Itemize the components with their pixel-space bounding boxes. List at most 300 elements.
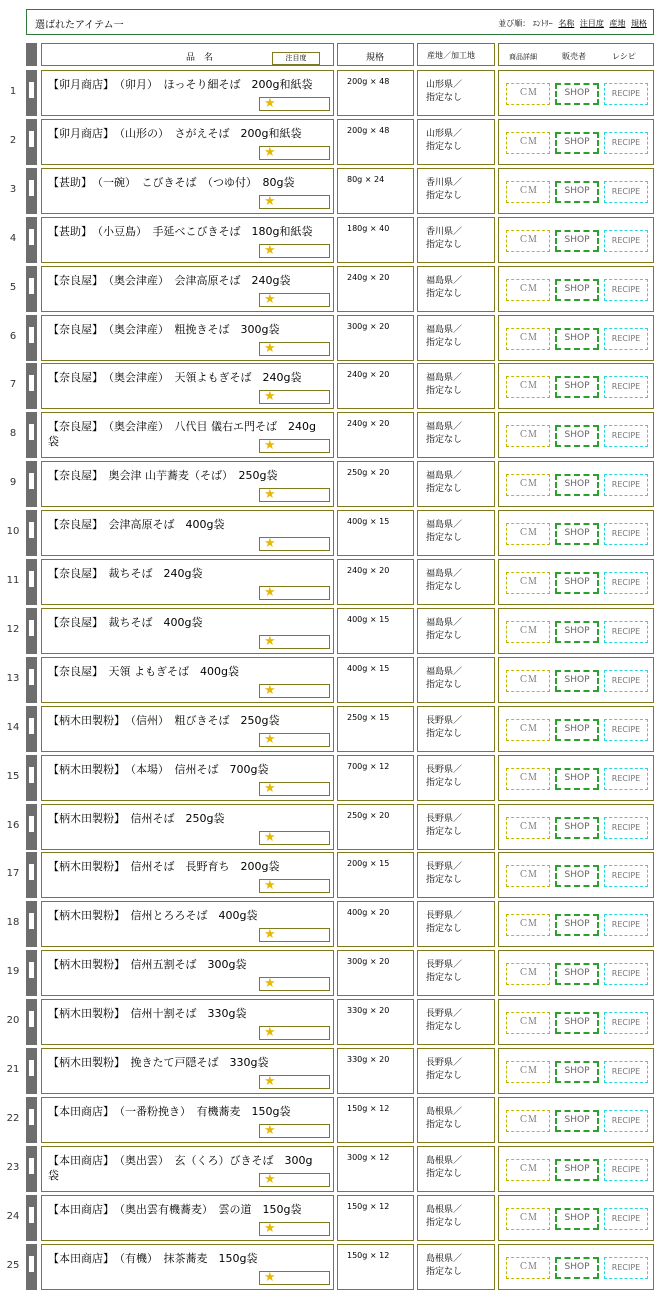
row-handle (26, 1195, 37, 1241)
row-handle (26, 70, 37, 116)
product-origin (426, 861, 462, 887)
spec-cell (337, 1146, 414, 1192)
product-origin (426, 79, 462, 105)
origin-cell (417, 461, 495, 507)
shop-button[interactable]: SHOP (555, 1257, 599, 1279)
product-origin (426, 1155, 462, 1181)
origin-cell (417, 1048, 495, 1094)
attention-star-button[interactable] (259, 831, 330, 845)
origin-processing: 指定なし (426, 1022, 463, 1033)
actions-cell (498, 1146, 654, 1192)
shop-button[interactable]: SHOP (555, 1012, 599, 1034)
product-name[interactable]: 【奈良屋】 （奥会津産） 八代目 儀右エ門そば 240g袋 (48, 420, 316, 449)
origin-processing: 指定なし (426, 93, 463, 103)
row-number: 18 (6, 917, 20, 929)
recipe-button[interactable]: RECIPE (604, 817, 648, 839)
product-spec: 240g × 20 (347, 272, 390, 282)
star-icon: ★ (264, 1122, 276, 1138)
cm-button[interactable]: ＣＭ (506, 914, 550, 936)
recipe-button[interactable]: RECIPE (604, 425, 648, 447)
shop-button[interactable]: SHOP (555, 621, 599, 643)
product-spec: 150g × 12 (347, 1201, 390, 1211)
attention-star-button[interactable] (259, 390, 330, 404)
cm-button[interactable]: ＣＭ (506, 670, 550, 692)
table-row (0, 1097, 668, 1143)
shop-button[interactable]: SHOP (555, 523, 599, 545)
row-number: 15 (6, 770, 20, 782)
cm-button[interactable]: ＣＭ (506, 719, 550, 741)
attention-star-button[interactable] (259, 1271, 330, 1285)
product-name[interactable]: 【奈良屋】 裁ちそば 400g袋 (48, 615, 203, 629)
product-name[interactable]: 【本田商店】 （有機） 抹茶蕎麦 150g袋 (48, 1251, 258, 1265)
product-name[interactable]: 【甚助】 （一碗） こびきそば （つゆ付） 80g袋 (48, 175, 295, 189)
origin-cell (417, 70, 495, 116)
product-spec: 250g × 20 (347, 468, 390, 478)
row-number: 19 (6, 966, 20, 978)
star-icon: ★ (264, 1074, 276, 1089)
star-icon: ★ (264, 1220, 276, 1236)
row-number: 8 (9, 428, 17, 440)
recipe-button[interactable]: RECIPE (604, 670, 648, 692)
product-name-cell (41, 461, 334, 507)
actions-cell (498, 168, 654, 214)
recipe-button[interactable]: RECIPE (604, 963, 648, 985)
star-icon: ★ (264, 389, 276, 405)
product-origin (426, 226, 462, 252)
row-handle (26, 804, 37, 850)
product-name[interactable]: 【奈良屋】 奥会津 山芋蕎麦（そば） 250g袋 (48, 469, 278, 483)
spec-cell (337, 363, 414, 409)
product-name-cell (41, 852, 334, 898)
origin-prefecture: 香川県／ (426, 226, 463, 237)
attention-star-button[interactable] (259, 879, 330, 893)
actions-cell (498, 1195, 654, 1241)
star-icon: ★ (264, 585, 276, 600)
recipe-button[interactable]: RECIPE (604, 474, 648, 496)
product-name-cell (41, 755, 334, 801)
attention-star-button[interactable] (259, 488, 330, 502)
table-row (0, 1146, 668, 1192)
cm-button[interactable]: ＣＭ (506, 230, 550, 252)
origin-cell (417, 852, 495, 898)
star-icon: ★ (264, 1025, 276, 1041)
origin-processing: 指定なし (426, 386, 463, 397)
recipe-button[interactable]: RECIPE (604, 376, 648, 398)
origin-cell (417, 266, 495, 312)
product-name[interactable]: 【柄木田製粉】 信州とろろそば 400g袋 (48, 909, 258, 923)
recipe-button[interactable]: RECIPE (604, 328, 648, 350)
product-name[interactable]: 【柄木田製粉】 信州そば 250g袋 (48, 811, 225, 825)
sort-by-spec-link[interactable]: 規格 (631, 19, 647, 28)
page-title: 選ばれたアイテム一 (35, 20, 124, 31)
sort-by-origin-link[interactable]: 産地 (609, 19, 626, 28)
cm-button[interactable]: ＣＭ (506, 1257, 550, 1279)
attention-star-button[interactable] (259, 146, 330, 160)
attention-star-button[interactable] (259, 733, 330, 747)
product-spec: 300g × 20 (347, 321, 390, 331)
attention-star-button[interactable] (259, 537, 330, 551)
spec-cell (337, 608, 414, 654)
shop-button[interactable]: SHOP (555, 279, 599, 301)
cm-button[interactable]: ＣＭ (506, 1012, 550, 1034)
spec-cell (337, 657, 414, 703)
shop-button[interactable]: SHOP (555, 768, 599, 790)
product-name-cell (41, 1097, 334, 1143)
origin-cell (417, 1195, 495, 1241)
shop-button[interactable]: SHOP (555, 572, 599, 594)
origin-processing: 指定なし (426, 484, 463, 495)
product-name-cell (41, 804, 334, 850)
table-row (0, 217, 668, 263)
row-number: 5 (9, 281, 17, 293)
origin-processing: 指定なし (426, 582, 463, 592)
shop-button[interactable]: SHOP (555, 719, 599, 741)
product-name[interactable]: 【柄木田製粉】 信州そば 長野育ち 200g袋 (48, 860, 280, 874)
origin-prefecture: 島根県／ (426, 1204, 463, 1215)
row-handle (26, 363, 37, 409)
origin-processing: 指定なし (426, 1266, 463, 1277)
cm-button[interactable]: ＣＭ (506, 181, 550, 203)
origin-prefecture: 島根県／ (426, 1253, 463, 1264)
cm-button[interactable]: ＣＭ (506, 279, 550, 301)
shop-button[interactable]: SHOP (555, 865, 599, 887)
star-icon: ★ (264, 96, 276, 111)
product-spec: 180g × 40 (347, 223, 390, 233)
recipe-button[interactable]: RECIPE (604, 279, 648, 301)
shop-button[interactable]: SHOP (555, 1159, 599, 1181)
recipe-button[interactable]: RECIPE (604, 768, 648, 790)
star-icon: ★ (264, 829, 276, 845)
product-name-cell (41, 217, 334, 263)
shop-button[interactable]: SHOP (555, 1061, 599, 1083)
header-bar (26, 43, 37, 66)
origin-cell (417, 706, 495, 752)
row-handle (26, 412, 37, 458)
origin-cell (417, 657, 495, 703)
product-name[interactable]: 【奈良屋】 （奥会津産） 会津高原そば 240g袋 (48, 273, 291, 287)
origin-processing: 指定なし (426, 435, 463, 446)
origin-processing: 指定なし (426, 826, 463, 837)
recipe-button[interactable]: RECIPE (604, 132, 648, 154)
recipe-button[interactable]: RECIPE (604, 621, 648, 643)
attention-star-button[interactable] (259, 1124, 330, 1138)
attention-star-button[interactable] (259, 1075, 330, 1089)
attention-star-button[interactable] (259, 586, 330, 600)
recipe-button[interactable]: RECIPE (604, 1257, 648, 1279)
cm-button[interactable]: ＣＭ (506, 865, 550, 887)
origin-processing: 指定なし (426, 679, 463, 690)
product-name[interactable]: 【卯月商店】 （山形の） さがえそば 200g和紙袋 (48, 126, 302, 140)
origin-cell (417, 510, 495, 556)
attention-star-button[interactable] (259, 244, 330, 258)
row-number: 4 (9, 232, 17, 244)
row-number: 24 (6, 1210, 20, 1222)
shop-button[interactable]: SHOP (555, 914, 599, 936)
row-handle (26, 999, 37, 1045)
product-spec: 150g × 12 (347, 1103, 390, 1113)
origin-cell (417, 315, 495, 361)
origin-processing: 指定なし (426, 288, 463, 299)
shop-button[interactable]: SHOP (555, 230, 599, 252)
table-row (0, 315, 668, 361)
star-icon: ★ (264, 731, 276, 747)
product-name-cell (41, 119, 334, 165)
cm-button[interactable]: ＣＭ (506, 523, 550, 545)
shop-button[interactable]: SHOP (555, 425, 599, 447)
shop-button[interactable]: SHOP (555, 132, 599, 154)
recipe-button[interactable]: RECIPE (604, 523, 648, 545)
product-name[interactable]: 【柄木田製粉】 信州五割そば 300g袋 (48, 958, 247, 972)
row-handle (26, 1244, 37, 1290)
origin-processing: 指定なし (426, 533, 463, 544)
row-number: 16 (6, 819, 20, 831)
spec-cell (337, 901, 414, 947)
attention-star-button[interactable] (259, 928, 330, 942)
origin-prefecture: 香川県／ (426, 177, 463, 188)
attention-star-button[interactable] (259, 1222, 330, 1236)
origin-cell (417, 901, 495, 947)
actions-cell (498, 510, 654, 556)
star-icon: ★ (264, 976, 276, 992)
attention-star-button[interactable] (259, 684, 330, 698)
recipe-button[interactable]: RECIPE (604, 1110, 648, 1132)
product-spec: 240g × 20 (347, 370, 390, 380)
shop-button[interactable]: SHOP (555, 817, 599, 839)
origin-processing: 指定なし (426, 1168, 463, 1179)
cm-button[interactable]: ＣＭ (506, 817, 550, 839)
row-handle (26, 608, 37, 654)
attention-star-button[interactable] (259, 97, 330, 111)
recipe-button[interactable]: RECIPE (604, 230, 648, 252)
column-header-actions (498, 43, 654, 66)
recipe-button[interactable]: RECIPE (604, 1208, 648, 1230)
shop-button[interactable]: SHOP (555, 83, 599, 105)
column-header-spec (337, 43, 414, 66)
row-handle (26, 1097, 37, 1143)
row-number: 25 (6, 1259, 20, 1271)
actions-cell (498, 217, 654, 263)
attention-star-button[interactable] (259, 635, 330, 649)
actions-cell (498, 755, 654, 801)
row-number: 6 (9, 330, 17, 342)
actions-cell (498, 804, 654, 850)
product-name[interactable]: 【奈良屋】 裁ちそば 240g袋 (48, 567, 203, 580)
spec-cell (337, 266, 414, 312)
product-name[interactable]: 【奈良屋】 天領 よもぎそば 400g袋 (48, 664, 239, 678)
shop-button[interactable]: SHOP (555, 376, 599, 398)
actions-cell (498, 657, 654, 703)
row-handle (26, 852, 37, 898)
product-name-cell (41, 70, 334, 116)
product-origin (426, 421, 462, 447)
product-name[interactable]: 【奈良屋】 （奥会津産） 天領よもぎそば 240g袋 (48, 371, 302, 385)
recipe-button[interactable]: RECIPE (604, 914, 648, 936)
cm-button[interactable]: ＣＭ (506, 1208, 550, 1230)
shop-button[interactable]: SHOP (555, 474, 599, 496)
product-origin (426, 372, 462, 398)
cm-button[interactable]: ＣＭ (506, 474, 550, 496)
sort-by-attention-link[interactable]: 注目度 (579, 19, 604, 28)
origin-prefecture: 長野県／ (426, 960, 463, 971)
actions-cell (498, 1097, 654, 1143)
row-handle (26, 168, 37, 214)
product-name[interactable]: 【本田商店】 （奥出雲） 玄（くろ）びきそば 300g袋 (48, 1153, 313, 1182)
origin-cell (417, 755, 495, 801)
actions-cell (498, 608, 654, 654)
shop-button[interactable]: SHOP (555, 963, 599, 985)
product-name[interactable]: 【奈良屋】 会津高原そば 400g袋 (48, 518, 225, 532)
sort-controls (498, 18, 647, 29)
cm-button[interactable]: ＣＭ (506, 376, 550, 398)
column-detail-label: 商品詳細 (509, 53, 537, 61)
product-spec: 200g × 48 (347, 125, 390, 135)
origin-prefecture: 福島県／ (426, 569, 463, 579)
origin-cell (417, 217, 495, 263)
row-number: 9 (9, 477, 17, 489)
origin-prefecture: 福島県／ (426, 373, 463, 384)
spec-cell (337, 999, 414, 1045)
row-handle (26, 1048, 37, 1094)
row-handle (26, 1146, 37, 1192)
shop-button[interactable]: SHOP (555, 181, 599, 203)
star-icon: ★ (264, 1269, 276, 1285)
shop-button[interactable]: SHOP (555, 1208, 599, 1230)
table-row (0, 1048, 668, 1094)
product-name[interactable]: 【本田商店】 （奥出雲有機蕎麦） 雲の道 150g袋 (48, 1202, 302, 1216)
row-number: 10 (6, 526, 20, 538)
row-handle (26, 217, 37, 263)
table-row (0, 1244, 668, 1290)
actions-cell (498, 363, 654, 409)
attention-star-button[interactable] (259, 342, 330, 356)
product-origin (426, 470, 462, 496)
product-origin (426, 959, 462, 985)
product-origin (426, 715, 462, 741)
product-name[interactable]: 【柄木田製粉】 （信州） 粗びきそば 250g袋 (48, 713, 280, 727)
origin-processing: 指定なし (426, 924, 463, 935)
actions-cell (498, 412, 654, 458)
cm-button[interactable]: ＣＭ (506, 1159, 550, 1181)
spec-cell (337, 559, 414, 605)
attention-star-button[interactable] (259, 293, 330, 307)
star-icon: ★ (264, 144, 276, 160)
table-row (0, 168, 668, 214)
product-name-cell (41, 1195, 334, 1241)
cm-button[interactable]: ＣＭ (506, 132, 550, 154)
shop-button[interactable]: SHOP (555, 1110, 599, 1132)
shop-button[interactable]: SHOP (555, 670, 599, 692)
product-origin (426, 324, 462, 350)
product-spec: 250g × 15 (347, 712, 390, 722)
recipe-button[interactable]: RECIPE (604, 83, 648, 105)
attention-star-button[interactable] (259, 1173, 330, 1187)
origin-prefecture: 長野県／ (426, 715, 463, 726)
recipe-button[interactable]: RECIPE (604, 1061, 648, 1083)
cm-button[interactable]: ＣＭ (506, 1061, 550, 1083)
product-name-cell (41, 510, 334, 556)
sort-by-name-link[interactable]: 名称 (558, 19, 575, 28)
product-name[interactable]: 【柄木田製粉】 （本場） 信州そば 700g袋 (48, 762, 269, 776)
row-handle (26, 559, 37, 605)
recipe-button[interactable]: RECIPE (604, 865, 648, 887)
product-name-cell (41, 657, 334, 703)
origin-cell (417, 559, 495, 605)
cm-button[interactable]: ＣＭ (506, 768, 550, 790)
product-name[interactable]: 【柄木田製粉】 信州十割そば 330g袋 (48, 1007, 247, 1021)
product-name[interactable]: 【柄木田製粉】 挽きたて戸隠そば 330g袋 (48, 1056, 269, 1069)
cm-button[interactable]: ＣＭ (506, 425, 550, 447)
actions-cell (498, 950, 654, 996)
attention-star-button[interactable] (259, 782, 330, 796)
origin-cell (417, 999, 495, 1045)
product-name-cell (41, 1244, 334, 1290)
recipe-button[interactable]: RECIPE (604, 572, 648, 594)
row-number: 20 (6, 1015, 20, 1027)
cm-button[interactable]: ＣＭ (506, 621, 550, 643)
recipe-button[interactable]: RECIPE (604, 181, 648, 203)
product-spec: 150g × 12 (347, 1250, 390, 1260)
table-row (0, 412, 668, 458)
product-name[interactable]: 【奈良屋】 （奥会津産） 粗挽きそば 300g袋 (48, 322, 280, 336)
origin-prefecture: 福島県／ (426, 275, 463, 286)
spec-cell (337, 461, 414, 507)
table-row (0, 1195, 668, 1241)
row-number: 22 (6, 1112, 20, 1124)
spec-cell (337, 852, 414, 898)
product-name-cell (41, 1048, 334, 1094)
star-icon: ★ (264, 780, 276, 796)
attention-star-button[interactable] (259, 439, 330, 453)
recipe-button[interactable]: RECIPE (604, 719, 648, 741)
product-name[interactable]: 【本田商店】 （一番粉挽き） 有機蕎麦 150g袋 (48, 1104, 291, 1118)
column-header-origin (417, 43, 495, 66)
cm-button[interactable]: ＣＭ (506, 1110, 550, 1132)
origin-processing: 指定なし (426, 1071, 463, 1081)
row-handle (26, 901, 37, 947)
product-origin (426, 813, 462, 839)
row-handle (26, 119, 37, 165)
product-spec: 240g × 20 (347, 566, 390, 575)
shop-button[interactable]: SHOP (555, 328, 599, 350)
recipe-button[interactable]: RECIPE (604, 1012, 648, 1034)
row-number: 23 (6, 1161, 20, 1173)
star-icon: ★ (264, 242, 276, 258)
row-handle (26, 706, 37, 752)
cm-button[interactable]: ＣＭ (506, 963, 550, 985)
star-icon: ★ (264, 878, 276, 894)
product-spec: 330g × 20 (347, 1055, 390, 1064)
cm-button[interactable]: ＣＭ (506, 572, 550, 594)
origin-cell (417, 119, 495, 165)
origin-prefecture: 福島県／ (426, 471, 463, 482)
recipe-button[interactable]: RECIPE (604, 1159, 648, 1181)
row-number: 21 (6, 1064, 20, 1075)
attention-star-button[interactable] (259, 977, 330, 991)
cm-button[interactable]: ＣＭ (506, 328, 550, 350)
origin-prefecture: 長野県／ (426, 1009, 463, 1020)
origin-processing: 指定なし (426, 973, 463, 984)
product-name[interactable]: 【卯月商店】 （卯月） ほっそり細そば 200g和紙袋 (48, 78, 313, 91)
row-handle (26, 755, 37, 801)
origin-processing: 指定なし (426, 141, 463, 152)
origin-prefecture: 長野県／ (426, 1058, 463, 1068)
star-icon: ★ (264, 193, 276, 209)
attention-star-button[interactable] (259, 1026, 330, 1040)
product-name[interactable]: 【甚助】 （小豆島） 手延べこびきそば 180g和紙袋 (48, 224, 313, 238)
table-row (0, 852, 668, 898)
cm-button[interactable]: ＣＭ (506, 83, 550, 105)
attention-star-button[interactable] (259, 195, 330, 209)
